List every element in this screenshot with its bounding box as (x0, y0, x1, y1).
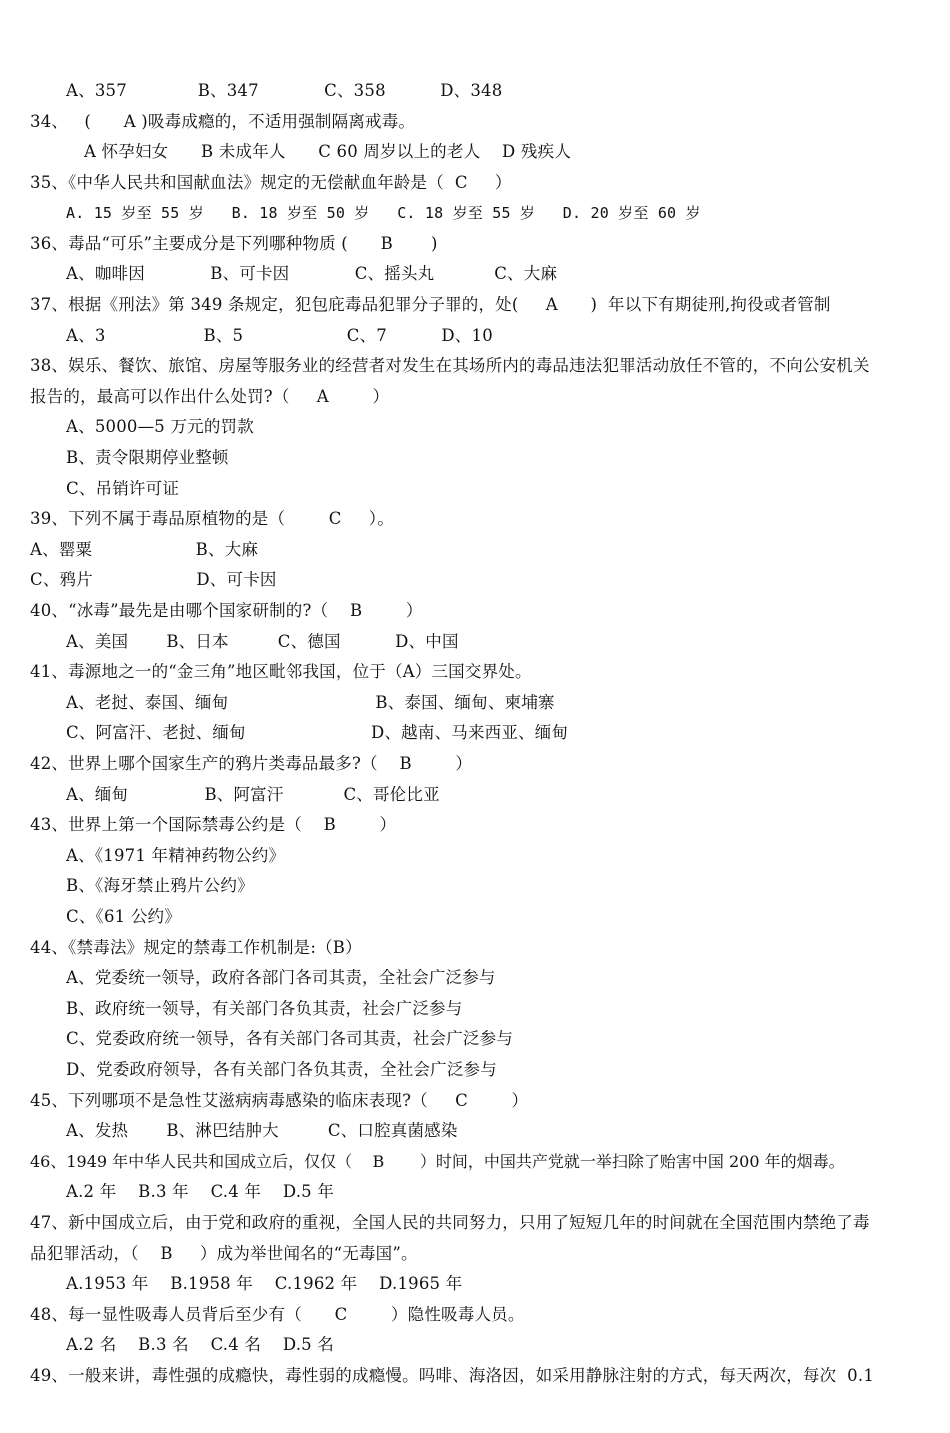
q43-question: 43、世界上第一个国际禁毒公约是（ B ） (30, 815, 397, 834)
q43-option-a: A、《1971 年精神药物公约》 (66, 846, 286, 865)
q38-option-c: C、吊销许可证 (66, 479, 180, 498)
q36-options: A、咖啡因 B、可卡因 C、摇头丸 C、大麻 (66, 264, 558, 283)
q41-options-row1: A、老挝、泰国、缅甸 B、泰国、缅甸、柬埔寨 (66, 693, 555, 712)
q36-question: 36、毒品“可乐”主要成分是下列哪种物质 ( B ) (30, 234, 438, 253)
q38-option-b: B、责令限期停业整顿 (66, 448, 229, 467)
q43-option-c: C、《61 公约》 (66, 907, 181, 926)
q35-question: 35、《中华人民共和国献血法》规定的无偿献血年龄是（ C ） (30, 173, 512, 192)
q44-option-d: D、党委政府领导，各有关部门各负其责，全社会广泛参与 (66, 1060, 497, 1079)
q37-options: A、3 B、5 C、7 D、10 (66, 326, 493, 345)
q48-question: 48、每一显性吸毒人员背后至少有（ C ）隐性吸毒人员。 (30, 1305, 525, 1324)
q40-options: A、美国 B、日本 C、德国 D、中国 (66, 632, 459, 651)
q38-question-line2: 报告的，最高可以作出什么处罚?（ A ） (30, 387, 390, 406)
q34-question: 34、 ( A )吸毒成瘾的，不适用强制隔离戒毒。 (30, 112, 416, 131)
q44-option-c: C、党委政府统一领导，各有关部门各司其责，社会广泛参与 (66, 1029, 514, 1048)
q41-question: 41、毒源地之一的“金三角”地区毗邻我国，位于（A）三国交界处。 (30, 662, 532, 681)
q41-options-row2: C、阿富汗、老挝、缅甸 D、越南、马来西亚、缅甸 (66, 723, 569, 742)
q38-question-line1: 38、娱乐、餐饮、旅馆、房屋等服务业的经营者对发生在其场所内的毒品违法犯罪活动放任不管的，不向公安机关 (30, 356, 870, 375)
q45-question: 45、下列哪项不是急性艾滋病病毒感染的临床表现?（ C ） (30, 1091, 529, 1110)
q47-question-line2: 品犯罪活动，（ B ）成为举世闻名的“无毒国”。 (30, 1244, 418, 1263)
q46-question: 46、1949 年中华人民共和国成立后，仅仅（ B ）时间，中国共产党就一举扫除了贻害中国 200 年的烟毒。 (30, 1152, 845, 1171)
q40-question: 40、“冰毒”最先是由哪个国家研制的?（ B ） (30, 601, 423, 620)
q46-options: A.2 年 B.3 年 C.4 年 D.5 年 (66, 1182, 335, 1201)
q44-option-a: A、党委统一领导，政府各部门各司其责，全社会广泛参与 (66, 968, 496, 987)
q44-question: 44、《禁毒法》规定的禁毒工作机制是:（B） (30, 938, 362, 957)
q38-option-a: A、5000—5 万元的罚款 (66, 417, 254, 436)
q49-question: 49、一般来讲，毒性强的成瘾快，毒性弱的成瘾慢。吗啡、海洛因，如采用静脉注射的方式，每天两次，每次 0.1 (30, 1366, 875, 1385)
q45-options: A、发热 B、淋巴结肿大 C、口腔真菌感染 (66, 1121, 458, 1140)
q37-question: 37、根据《刑法》第 349 条规定，犯包庇毒品犯罪分子罪的，处( A ) 年以下有期徒刑,拘役或者管制 (30, 295, 831, 314)
q48-options: A.2 名 B.3 名 C.4 名 D.5 名 (66, 1335, 335, 1354)
q35-options: A. 15 岁至 55 岁 B. 18 岁至 50 岁 C. 18 岁至 55 岁 D. 20 岁至 60 岁 (66, 204, 701, 222)
q42-options: A、缅甸 B、阿富汗 C、哥伦比亚 (66, 785, 440, 804)
q47-question-line1: 47、新中国成立后，由于党和政府的重视，全国人民的共同努力，只用了短短几年的时间就在全国范围内禁绝了毒 (30, 1213, 870, 1232)
q42-question: 42、世界上哪个国家生产的鸦片类毒品最多?（ B ） (30, 754, 473, 773)
q39-options-row1: A、罂粟 B、大麻 (30, 540, 259, 559)
q44-option-b: B、政府统一领导，有关部门各负其责，社会广泛参与 (66, 999, 463, 1018)
q34-options: A 怀孕妇女 B 未成年人 C 60 周岁以上的老人 D 残疾人 (84, 142, 572, 161)
q43-option-b: B、《海牙禁止鸦片公约》 (66, 876, 254, 895)
q47-options: A.1953 年 B.1958 年 C.1962 年 D.1965 年 (66, 1274, 463, 1293)
q39-options-row2: C、鸦片 D、可卡因 (30, 570, 277, 589)
q39-question: 39、下列不属于毒品原植物的是（ C ）。 (30, 509, 394, 528)
q33-options: A、357 B、347 C、358 D、348 (66, 81, 503, 100)
